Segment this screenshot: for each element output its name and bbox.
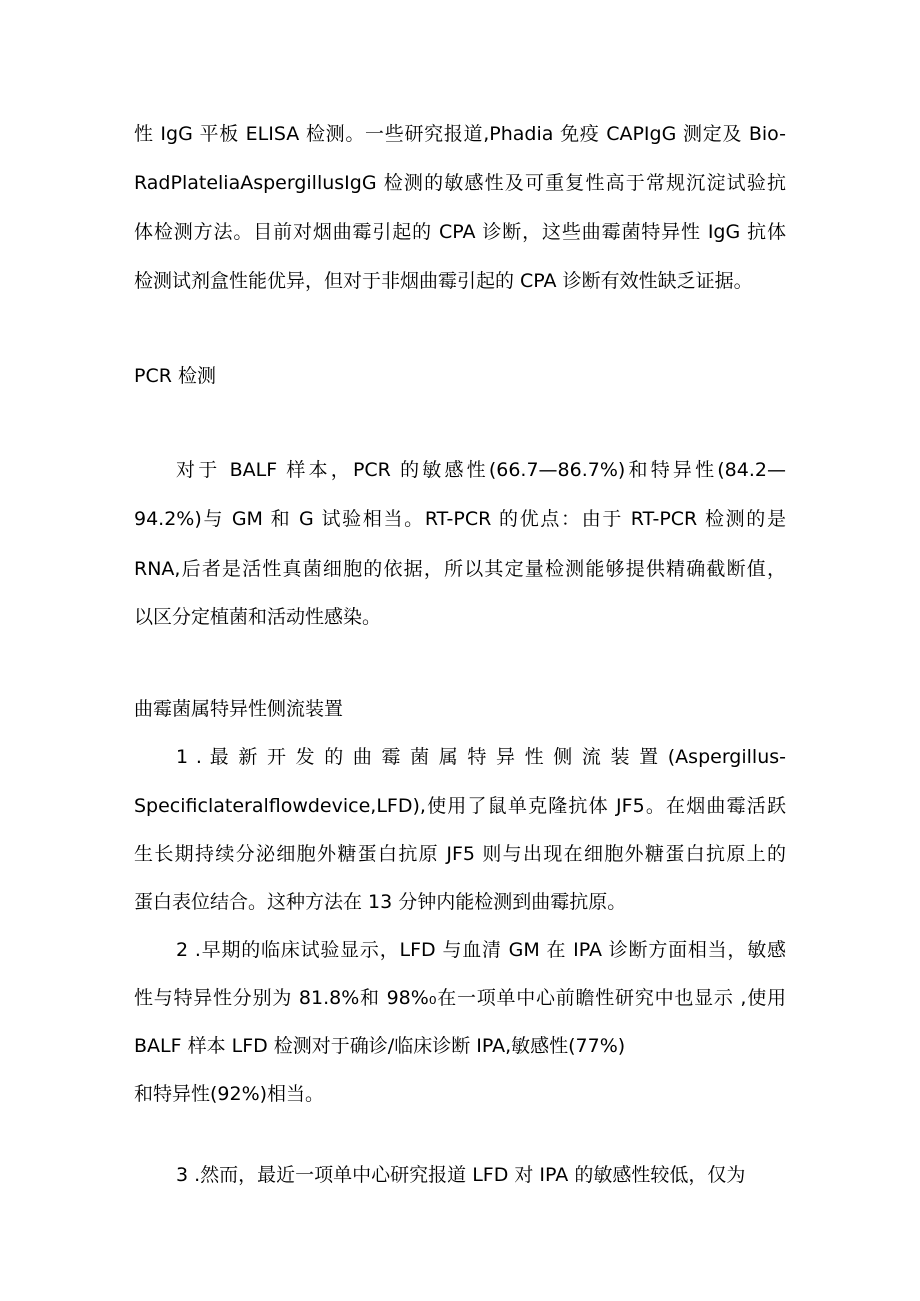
item2-line-3: BALF 样本 LFD 检测对于确诊/临床诊断 IPA,敏感性(77%) — [134, 1035, 626, 1057]
paragraph1-line-1: 性 IgG 平板 ELISA 检测。一些研究报道,Phadia 免疫 CAPIgG 测定及 Bio- — [134, 123, 786, 145]
paragraph-pcr-line-3: RNA,后者是活性真菌细胞的依据，所以其定量检测能够提供精确截断值， — [134, 558, 786, 580]
section-heading-pcr: PCR 检测 — [134, 365, 216, 387]
item1-line-2: Specificlateralflowdevice,LFD),使用了鼠单克隆抗体 JF5。在烟曲霉活跃 — [134, 795, 786, 817]
paragraph-pcr-line-1: 对于 BALF 样本，PCR 的敏感性(66.7—86.7%)和特异性(84.2— — [176, 459, 786, 481]
item2-line-4: 和特异性(92%)相当。 — [134, 1083, 325, 1105]
paragraph1-line-3: 体检测方法。目前对烟曲霉引起的 CPA 诊断，这些曲霉菌特异性 IgG 抗体 — [134, 221, 786, 243]
section-heading-lfd: 曲霉菌属特异性侧流装置 — [134, 698, 344, 720]
item1-line-1: 1 . 最 新 开 发 的 曲 霉 菌 属 特 异 性 侧 流 装 置 (Aspergillus- — [176, 746, 786, 768]
item1-line-3: 生长期持续分泌细胞外糖蛋白抗原 JF5 则与出现在细胞外糖蛋白抗原上的 — [134, 843, 786, 865]
paragraph1-line-4: 检测试剂盒性能优异，但对于非烟曲霉引起的 CPA 诊断有效性缺乏证据。 — [134, 270, 753, 292]
item2-line-1: 2 .早期的临床试验显示，LFD 与血清 GM 在 IPA 诊断方面相当，敏感 — [176, 939, 786, 961]
paragraph-pcr-line-4: 以区分定植菌和活动性感染。 — [134, 606, 382, 628]
item1-line-4: 蛋白表位结合。这种方法在 13 分钟内能检测到曲霉抗原。 — [134, 891, 627, 913]
item2-line-2: 性与特异性分别为 81.8%和 98%₀在一项单中心前瞻性研究中也显示 ,使用 — [134, 987, 786, 1009]
paragraph-pcr-line-2: 94.2%)与 GM 和 G 试验相当。RT-PCR 的优点：由于 RT-PCR 检测的是 — [134, 508, 786, 530]
item3-line-1: 3 .然而，最近一项单中心研究报道 LFD 对 IPA 的敏感性较低，仅为 — [176, 1164, 746, 1186]
paragraph1-line-2: RadPlateliaAspergillusIgG 检测的敏感性及可重复性高于常规沉淀试验抗 — [134, 172, 786, 194]
